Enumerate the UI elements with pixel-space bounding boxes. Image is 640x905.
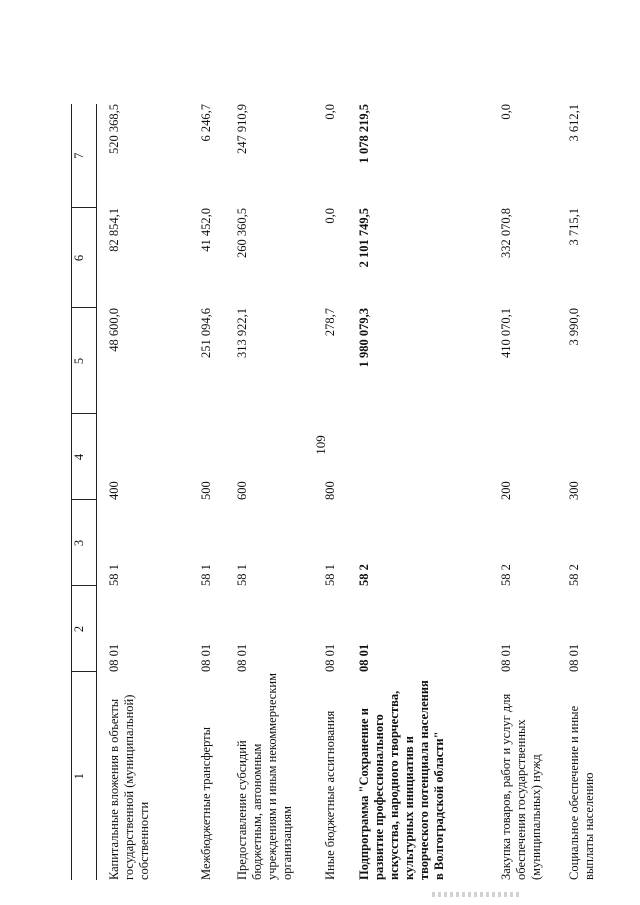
amount-col-7: 1 078 219,5 <box>357 104 371 164</box>
expense-type-code: 800 <box>323 481 337 500</box>
amount-col-6: 82 854,1 <box>107 208 121 252</box>
table-row <box>235 104 323 880</box>
target-code: 58 2 <box>499 564 513 586</box>
table-row <box>107 104 199 880</box>
target-code: 58 1 <box>323 564 337 586</box>
target-code: 58 2 <box>357 564 371 586</box>
target-code: 58 1 <box>235 564 249 586</box>
section-code: 08 01 <box>499 643 513 672</box>
amount-col-7: 3 612,1 <box>567 104 581 142</box>
section-code: 08 01 <box>567 643 581 672</box>
row-name: Закупка товаров, работ и услуг для обеспечения государственных (муниципальных) нужд <box>499 693 543 880</box>
page-number: 109 <box>313 435 328 455</box>
amount-col-6: 332 070,8 <box>499 208 513 258</box>
header-col-4: 4 <box>72 414 97 500</box>
section-code: 08 01 <box>107 643 121 672</box>
expense-type-code: 600 <box>235 481 249 500</box>
expense-type-code: 300 <box>567 481 581 500</box>
amount-col-5: 1 980 079,3 <box>357 308 371 368</box>
header-col-6: 6 <box>72 208 97 308</box>
table-row <box>499 104 567 880</box>
table-row <box>199 104 235 880</box>
amount-col-6: 41 452,0 <box>199 208 213 252</box>
row-name: Межбюджетные трансферты <box>199 726 213 880</box>
amount-col-5: 410 070,1 <box>499 308 513 358</box>
amount-col-5: 3 990,0 <box>567 308 581 346</box>
expense-type-code: 200 <box>499 481 513 500</box>
amount-col-7: 0,0 <box>499 104 513 120</box>
header-col-2: 2 <box>72 586 97 672</box>
amount-col-6: 3 715,1 <box>567 208 581 246</box>
budget-table-rotated <box>71 104 633 880</box>
section-code: 08 01 <box>357 643 371 672</box>
amount-col-5: 313 922,1 <box>235 308 249 358</box>
budget-table <box>71 104 611 880</box>
section-code: 08 01 <box>199 643 213 672</box>
table-row <box>323 104 357 880</box>
section-code: 08 01 <box>323 643 337 672</box>
row-name: Иные бюджетные ассигнования <box>323 710 337 880</box>
header-col-7: 7 <box>72 104 97 208</box>
target-code: 58 2 <box>567 564 581 586</box>
amount-col-7: 520 368,5 <box>107 104 121 154</box>
scan-artifact <box>432 892 522 897</box>
target-code: 58 1 <box>107 564 121 586</box>
header-col-1: 1 <box>72 672 97 880</box>
header-col-5: 5 <box>72 308 97 414</box>
row-name: Подпрограмма "Сохранение и развитие профессионального искусства, народного творчества, культурных инициатив и творческого потенциала населения в Волгоградской области" <box>357 680 446 880</box>
header-col-3: 3 <box>72 500 97 586</box>
table-row-subprogram <box>357 104 499 880</box>
target-code: 58 1 <box>199 564 213 586</box>
amount-col-5: 251 094,6 <box>199 308 213 358</box>
expense-type-code: 400 <box>107 481 121 500</box>
expense-type-code: 500 <box>199 481 213 500</box>
row-name: Социальное обеспечение и иные выплаты населению <box>567 705 596 880</box>
amount-col-7: 0,0 <box>323 104 337 120</box>
expense-type-code <box>357 414 499 500</box>
section-code: 08 01 <box>235 643 249 672</box>
amount-col-6: 0,0 <box>323 208 337 224</box>
amount-col-7: 6 246,7 <box>199 104 213 142</box>
row-name: Капитальные вложения в объекты государственной (муниципальной) собственности <box>107 694 151 880</box>
amount-col-6: 2 101 749,5 <box>357 208 371 268</box>
table-header-row <box>72 104 97 880</box>
amount-col-5: 278,7 <box>323 308 337 337</box>
row-name: Предоставление субсидий бюджетным, автономным учреждениям и иным некоммерческим организациям <box>235 672 294 880</box>
amount-col-6: 260 360,5 <box>235 208 249 258</box>
amount-col-5: 48 600,0 <box>107 308 121 352</box>
amount-col-7: 247 910,9 <box>235 104 249 154</box>
table-row <box>567 104 611 880</box>
